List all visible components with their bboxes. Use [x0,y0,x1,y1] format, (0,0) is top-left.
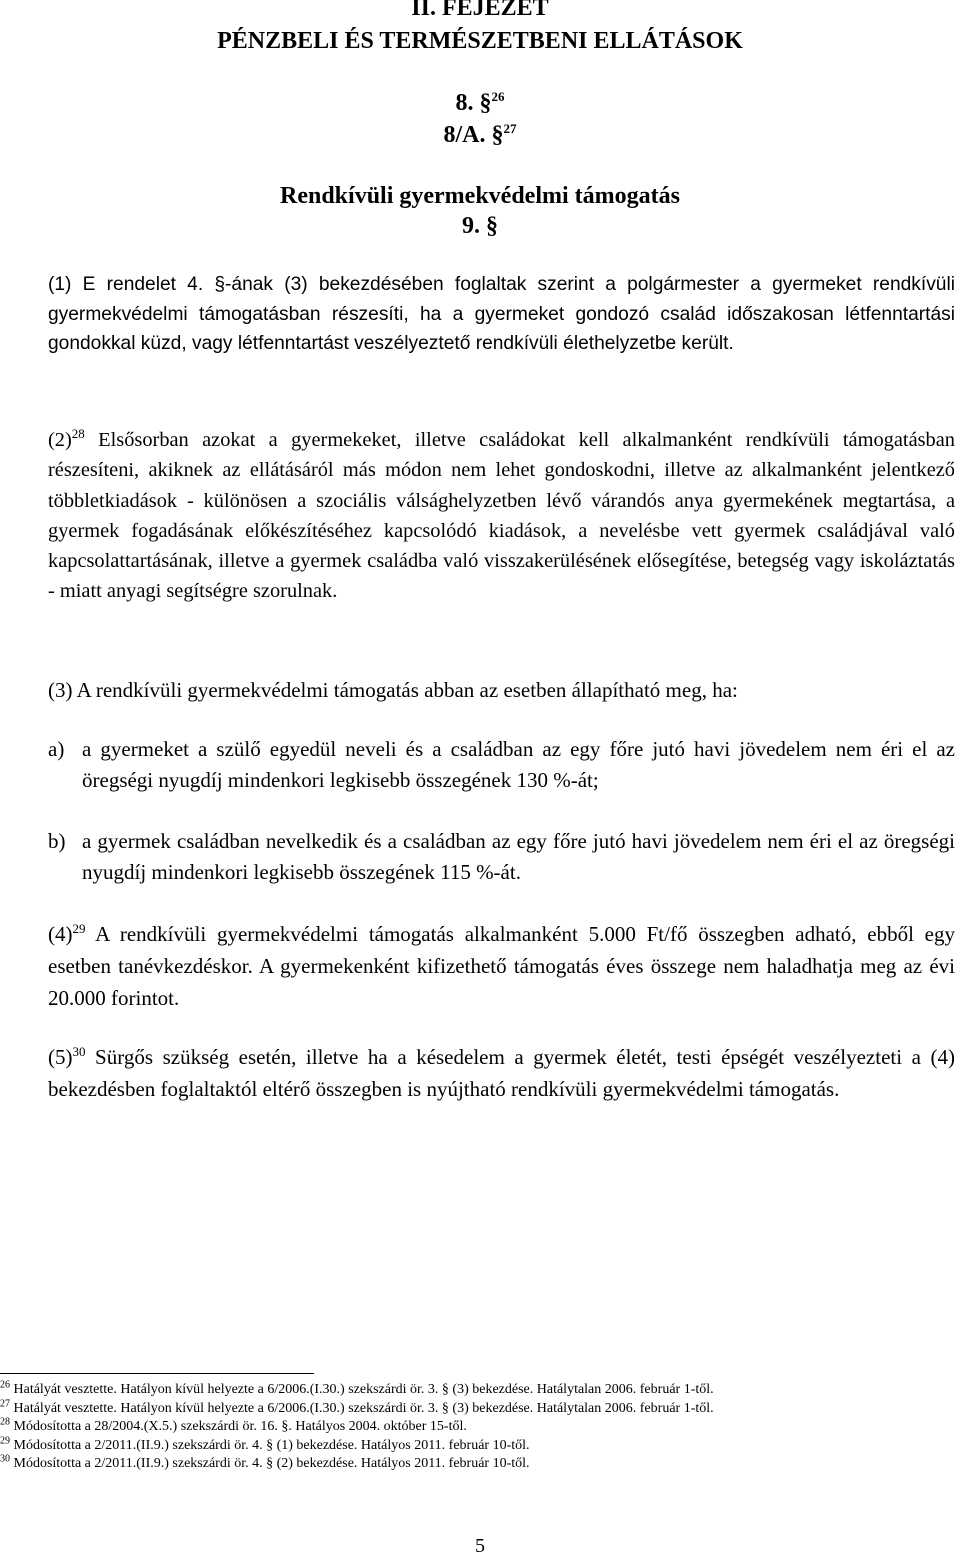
paragraph-5-number: (5) [48,1045,73,1069]
footnote-26 [0,1381,955,1400]
footnote-text: Módosította a 2/2011.(II.9.) szekszárdi ör. 4. § (1) bekezdése. Hatályos 2011. február 10-től. [10,1437,530,1453]
footnote-number: 29 [0,1434,10,1446]
section-9-heading: 9. § [462,213,498,239]
footnote-29 [0,1434,955,1456]
list-item-b-marker: b) [48,829,66,853]
section-8a-label: 8/A. § [443,122,504,148]
list-item-a-text: a gyermeket a szülő egyedül neveli és a családban az egy főre jutó havi jövedelem nem éri el az öregségi nyugdíj mindenkori legkisebb összegének 130 %-át; [82,737,955,792]
footnote-ref-28: 28 [71,426,85,442]
footnote-number: 26 [0,1379,10,1391]
section-8a-heading [0,121,960,149]
list-item-a-marker: a) [48,737,65,761]
paragraph-2-text: Elsősorban azokat a gyermekeket, illetve családokat kell alkalmanként rendkívüli támogatásban részesíteni, akiknek az ellátásáról más módon nem lehet gondoskodni, illetve az alkalmanként jelentkező többletkiadások - különösen a szociális válsághelyzetben lévő várandós anya gyermekének megtartása, a gyermek fogadásának előkészítéséhez kapcsolódó kiadások, a nevelésbe vett gyermek családjával való kapcsolattartásának, illetve a gyermek családba való visszakerülésének elősegítése, betegség vagy iskoláztatás - miatt anyagi segítségre szorulnak. [48,429,955,603]
chapter-heading: II. FEJEZET [411,0,549,21]
paragraph-4 [48,918,955,1014]
chapter-title: PÉNZBELI ÉS TERMÉSZETBENI ELLÁTÁSOK [217,28,743,54]
paragraph-2 [48,425,955,607]
footnote-number: 30 [0,1453,10,1465]
footnote-text: Módosította a 28/2004.(X.5.) szekszárdi ör. 16. §. Hatályos 2004. október 15-től. [10,1419,467,1434]
paragraph-1: (1) E rendelet 4. §-ának (3) bekezdésében foglaltak szerint a polgármester a gyermeket rendkívüli gyermekvédelmi támogatásban részesíti, ha a gyermeket gondozó család időszakosan létfenntartási gondokkal küzd, vagy létfenntartást veszélyeztető rendkívüli élethelyzetbe került. [48,274,955,354]
paragraph-5-text: Sürgős szükség esetén, illetve ha a késedelem a gyermek életét, testi épségét veszélyezteti a (4) bekezdésben foglaltaktól eltérő összegben is nyújtható rendkívüli gyermekvédelmi támogatás. [48,1045,955,1101]
footnote-number: 27 [0,1397,10,1409]
list-item-a [48,734,955,796]
footnote-ref-27: 27 [503,121,517,136]
list-item-b-text: a gyermek családban nevelkedik és a családban az egy főre jutó havi jövedelem nem éri el az öregségi nyugdíj mindenkori legkisebb összegének 115 %-át. [82,829,955,884]
footnote-text: Módosította a 2/2011.(II.9.) szekszárdi ör. 4. § (2) bekezdése. Hatályos 2011. február 10-től. [10,1456,530,1471]
footnote-ref-26: 26 [491,89,505,104]
paragraph-4-number: (4) [48,922,73,946]
paragraph-5 [48,1041,955,1105]
footnote-text: Hatályát vesztette. Hatályon kívül helyezte a 6/2006.(I.30.) szekszárdi ör. 3. § (3) bekezdése. Hatálytalan 2006. február 1-től. [10,1400,714,1416]
section-8-label: 8. § [455,90,492,116]
list-item-b [48,826,955,888]
footnote-ref-30: 30 [72,1044,86,1059]
paragraph-4-text: A rendkívüli gyermekvédelmi támogatás alkalmanként 5.000 Ft/fő összegben adható, ebből egy esetben tanévkezdéskor. A gyermekenként kifizethető támogatás éves összege nem haladhatja meg az évi 20.000 forintot. [48,922,955,1010]
footnote-text: Hatályát vesztette. Hatályon kívül helyezte a 6/2006.(I.30.) szekszárdi ör. 3. § (3) bekezdése. Hatálytalan 2006. február 1-től. [10,1382,714,1397]
footnote-ref-29: 29 [72,921,86,936]
footnote-separator [0,1373,314,1374]
page-number: 5 [475,1535,485,1557]
footnote-27 [0,1397,955,1419]
section-subtitle: Rendkívüli gyermekvédelmi támogatás [280,183,680,209]
footnotes [0,1381,955,1474]
paragraph-2-number: (2) [48,429,72,451]
footnote-28 [0,1418,955,1437]
footnote-number: 28 [0,1416,10,1428]
paragraph-3: (3) A rendkívüli gyermekvédelmi támogatás abban az esetben állapítható meg, ha: [48,678,738,702]
section-8-heading [0,89,960,117]
footnote-30 [0,1455,955,1474]
